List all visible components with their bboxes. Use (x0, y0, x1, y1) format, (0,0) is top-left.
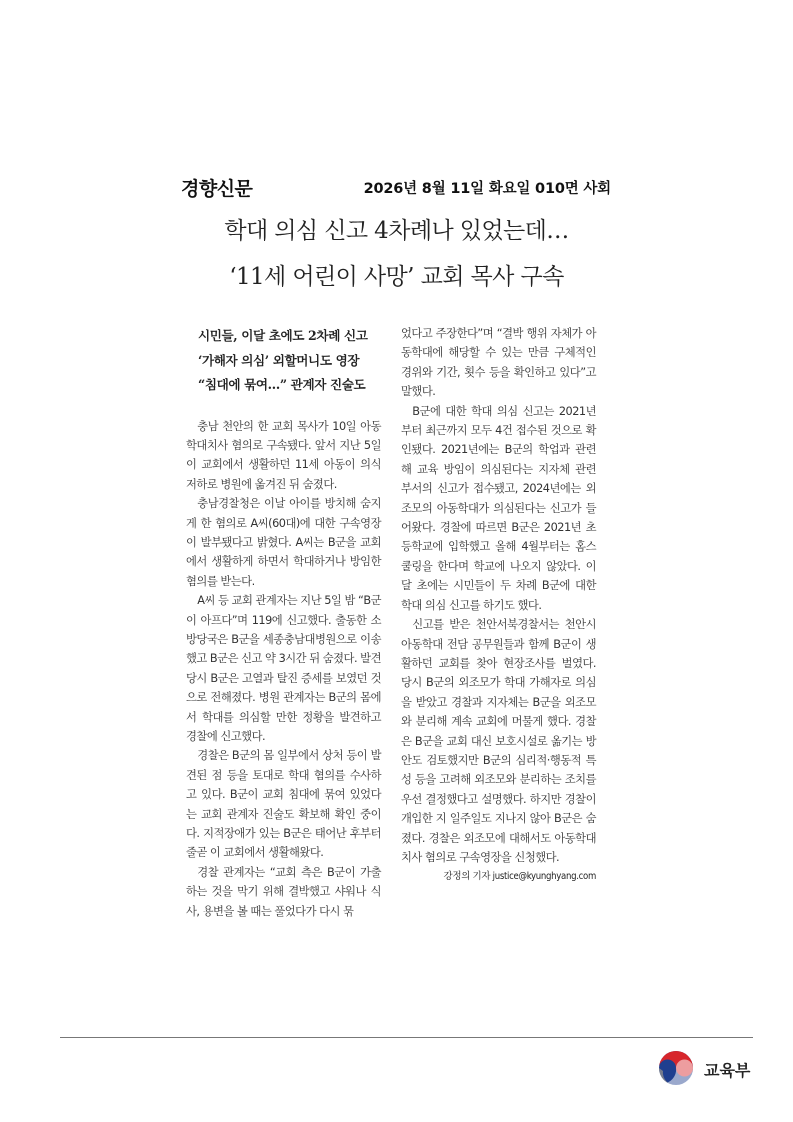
ministry-logo (657, 1049, 757, 1089)
article-paragraph: A씨 등 교회 관계자는 지난 5일 밤 “B군이 아프다”며 119에 신고했다. 출동한 소방당국은 B군을 세종충남대병원으로 이송했고 B군은 신고 약 3시간 뒤 숨졌다. 발견 당시 B군은 고열과 탈진 증세를 보였던 것으로 전해졌다. 병원 관계자는 B군의 몸에서 학대를 의심할 만한 정황을 발견하고 경찰에 신고했다. (186, 594, 381, 743)
subhead-line: “침대에 묶여…” 관계자 진술도 (198, 377, 366, 392)
article-paragraph: 충남 천안의 한 교회 목사가 10일 아동학대치사 혐의로 구속됐다. 앞서 지난 5일 이 교회에서 생활하던 11세 아동이 의식 저하로 병원에 옮겨진 뒤 숨졌다. (186, 419, 381, 491)
subheads (198, 324, 381, 398)
masthead (181, 174, 611, 204)
ministry-name: 교육부 (704, 1061, 751, 1080)
headline-line-2: ‘11세 어린이 사망’ 교회 목사 구속 (229, 264, 564, 290)
article-paragraph: 충남경찰청은 이날 아이를 방치해 숨지게 한 혐의로 A씨(60대)에 대한 구속영장이 발부됐다고 밝혔다. A씨는 B군을 교회에서 생활하게 하면서 학대하거나 방임한 혐의를 받는다. (186, 497, 381, 588)
article-paragraph: B군에 대한 학대 의심 신고는 2021년부터 최근까지 모두 4건 접수된 것으로 확인됐다. 2021년에는 B군의 학업과 관련해 교육 방임이 의심된다는 지자체 관련 부서의 신고가 접수됐고, 2024년에는 외조모의 아동학대가 의심된다는 신고가 들어왔다. 경찰에 따르면 B군은 2021년 초등학교에 입학했고 올해 4월부터는 홈스쿨링을 한다며 학교에 나오지 않았다. 이달 초에는 시민들이 두 차례 B군에 대한 학대 의심 신고를 하기도 했다. (401, 404, 596, 612)
subhead-line: ‘가해자 의심’ 외할머니도 영장 (198, 352, 360, 368)
dateline: 2026년 8월 11일 화요일 010면 사회 (363, 181, 611, 197)
article-right-column (401, 324, 596, 885)
article-paragraph: 신고를 받은 천안서북경찰서는 천안시 아동학대 전담 공무원들과 함께 B군이 생활하던 교회를 찾아 현장조사를 벌였다. 당시 B군의 외조모가 학대 가해자로 의심을 받았고 경찰과 지자체는 B군을 외조모와 분리해 계속 교회에 머물게 했다. 경찰은 B군을 교회 대신 보호시설로 옮기는 방안도 검토했지만 B군의 심리적·행동적 특성 등을 고려해 외조모와 분리하는 조치를 우선 결정했다고 설명했다. 하지만 경찰이 개입한 지 일주일도 지나지 않아 B군은 숨졌다. 경찰은 외조모에 대해서도 아동학대치사 혐의로 구속영장을 신청했다. (401, 618, 596, 864)
newspaper-name: 경향신문 (181, 178, 253, 200)
byline: 강정의 기자 justice@kyunghyang.com (443, 871, 596, 883)
article-paragraph: 경찰 관계자는 “교회 측은 B군이 가출하는 것을 막기 위해 결박했고 샤워나 식사, 용변을 볼 때는 풀었다가 다시 묶 (186, 865, 381, 918)
article-paragraph: 경찰은 B군의 몸 일부에서 상처 등이 발견된 점 등을 토대로 학대 혐의를 수사하고 있다. B군이 교회 침대에 묶여 있었다는 교회 관계자 진술도 확보해 확인 중이다. 지적장애가 있는 B군은 태어난 후부터 줄곧 이 교회에서 생활해왔다. (186, 749, 381, 860)
article-left-column (186, 324, 381, 921)
headline-line-1: 학대 의심 신고 4차례나 있었는데… (224, 218, 569, 244)
article-paragraph: 었다고 주장한다”며 “결박 행위 자체가 아동학대에 해당할 수 있는 만큼 구체적인 경위와 기간, 횟수 등을 확인하고 있다”고 말했다. (401, 327, 596, 399)
footer-divider (60, 1037, 753, 1038)
subhead-line: 시민들, 이달 초에도 2차례 신고 (198, 328, 368, 343)
taegeuk-emblem-icon (657, 1049, 695, 1087)
